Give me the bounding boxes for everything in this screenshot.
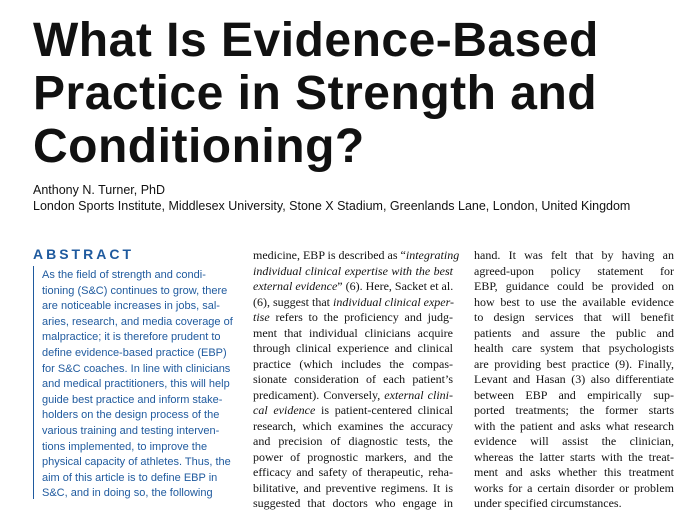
body-line: Levant and Hasan (3) also differentiate bbox=[474, 372, 674, 386]
body-line: cal evidence is patient-centered clinical bbox=[253, 403, 454, 417]
abstract-heading: ABSTRACT bbox=[33, 246, 134, 262]
abstract-line: malpractice; it is therefore prudent to bbox=[42, 331, 221, 344]
body-line: with the patient and asks what research bbox=[474, 418, 674, 433]
body-line: evidence will assist the clinician, bbox=[474, 434, 674, 448]
abstract-line: guide best practice and inform stake- bbox=[42, 393, 223, 406]
author-affiliation: London Sports Institute, Middlesex University, Stone X Stadium, Greenlands Lane, London, United Kingdom bbox=[33, 199, 631, 213]
body-line: sionate consideration of each patient’s bbox=[253, 372, 453, 386]
body-line: between EBP and empirically sup- bbox=[474, 387, 674, 402]
article-title bbox=[33, 14, 683, 173]
body-line: agreed-upon policy statement for bbox=[474, 263, 674, 278]
body-column-middle bbox=[253, 248, 460, 512]
abstract-line: for S&C coaches. In line with clinicians bbox=[42, 362, 231, 375]
body-line: to design services that will benefit bbox=[474, 310, 674, 324]
body-line: external evidence” (6). Here, Sacket et al. bbox=[253, 279, 454, 293]
body-line: ported treatments; the former starts bbox=[474, 403, 674, 417]
body-line: through clinical experience and clinical bbox=[253, 341, 453, 355]
body-line: whereas the latter starts with the treat- bbox=[474, 449, 674, 464]
body-line: tise refers to the proficiency and judg- bbox=[253, 310, 453, 324]
body-line: medicine, EBP is described as “integrating bbox=[253, 248, 460, 262]
abstract-line: and medical practitioners, this will help bbox=[42, 378, 230, 391]
body-line: under specified circumstances. bbox=[474, 496, 622, 510]
body-line: practice (which includes the compas- bbox=[253, 356, 453, 371]
body-line: how best to use the available evidence bbox=[474, 294, 674, 309]
body-line: bilitative, and preventive regimens. It is bbox=[253, 480, 453, 495]
body-line: ment and asks whether this treatment bbox=[474, 465, 674, 479]
title-line: What Is Evidence-Based bbox=[33, 14, 599, 67]
abstract-text bbox=[42, 268, 242, 502]
body-column-right bbox=[474, 248, 674, 512]
body-line: EBP, guidance could be provided on bbox=[474, 279, 674, 293]
abstract-line: As the field of strength and condi- bbox=[42, 269, 206, 281]
abstract-line: define evidence-based practice (EBP) bbox=[42, 346, 227, 359]
body-line: (6), suggest that individual clinical exper- bbox=[253, 294, 455, 309]
body-line: and precision of diagnostic tests, the bbox=[253, 434, 453, 448]
body-line: patients and assure the public and bbox=[474, 325, 674, 340]
abstract-line: tioning (S&C) continues to grow, there bbox=[42, 284, 228, 297]
abstract-line: aries, research, and media coverage of bbox=[42, 315, 233, 328]
body-line: individual clinical expertise with the best bbox=[253, 263, 453, 278]
body-line: works for a certain disorder or problem bbox=[474, 480, 674, 495]
abstract-line: aim of this article is to define EBP in bbox=[42, 471, 218, 484]
body-line: predicament). Conversely, external clini- bbox=[253, 387, 453, 402]
title-line: Practice in Strength and bbox=[33, 67, 598, 120]
body-line: power of prognostic markers, and the bbox=[253, 449, 453, 464]
abstract-line: tions implemented, to improve the bbox=[42, 440, 208, 453]
abstract-line: S&C, and in doing so, the following bbox=[42, 487, 213, 500]
body-line: efficacy and safety of therapeutic, reha- bbox=[253, 465, 453, 479]
abstract-line: various training and testing interven- bbox=[42, 424, 220, 437]
body-line: health care system that psychologists bbox=[474, 341, 674, 355]
abstract-rule bbox=[33, 266, 34, 499]
abstract-line: holders on the design process of the bbox=[42, 409, 220, 422]
body-line: research, which examines the accuracy bbox=[253, 418, 453, 433]
body-line: suggested that doctors who engage in bbox=[253, 496, 453, 510]
body-line: hand. It was felt that by having an bbox=[474, 248, 674, 262]
abstract-line: physical capacity of athletes. Thus, the bbox=[42, 456, 231, 469]
body-line: ment that individual clinicians acquire bbox=[253, 325, 453, 340]
title-line: Conditioning? bbox=[33, 120, 365, 173]
abstract-line: are noticeable increases in jobs, sal- bbox=[42, 300, 220, 313]
author-name: Anthony N. Turner, PhD bbox=[33, 183, 166, 197]
body-line: are providing best practice (9). Finally, bbox=[474, 356, 674, 371]
